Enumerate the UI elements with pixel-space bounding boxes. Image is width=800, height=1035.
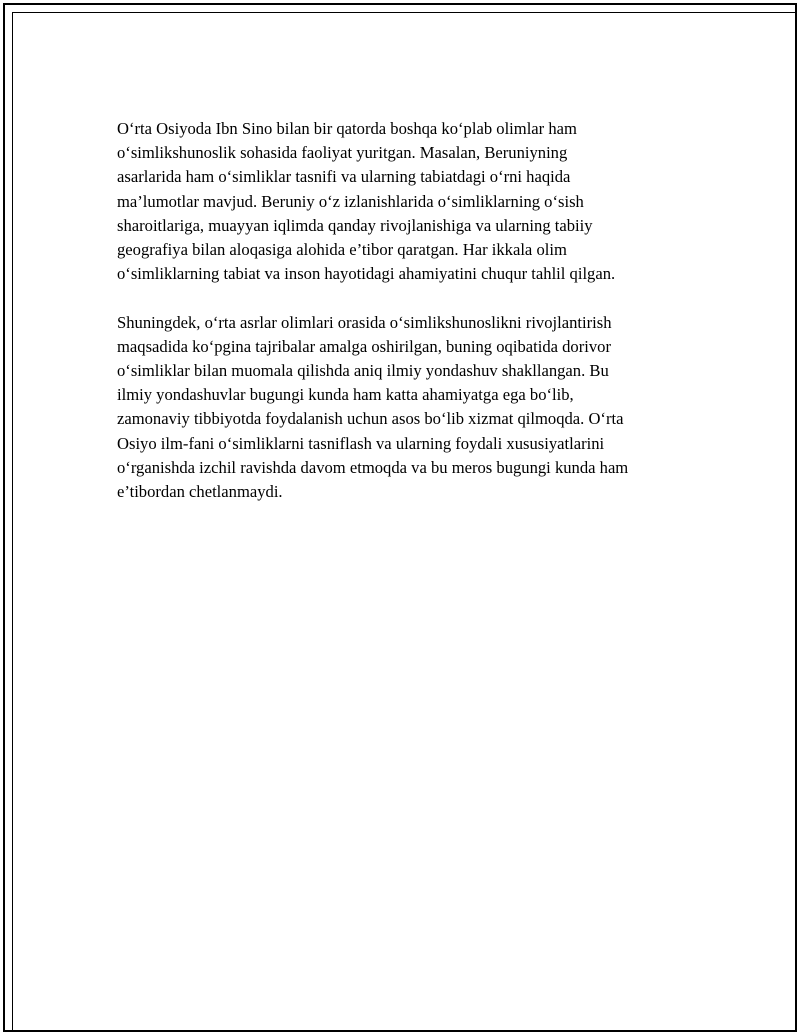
text-line: o‘simliklar bilan muomala qilishda aniq ilmiy yondashuv shakllangan. Bu [117, 361, 609, 381]
text-line: Shuningdek, o‘rta asrlar olimlari orasida o‘simlikshunoslikni rivojlantirish [117, 312, 612, 332]
text-line: zamonaviy tibbiyotda foydalanish uchun asos bo‘lib xizmat qilmoqda. O‘rta [117, 409, 624, 429]
text-line: maqsadida ko‘pgina tajribalar amalga oshirilgan, buning oqibatida dorivor [117, 336, 611, 356]
paragraph-2 [117, 311, 702, 505]
text-line: ilmiy yondashuvlar bugungi kunda ham katta ahamiyatga ega bo‘lib, [117, 385, 574, 405]
document-body [117, 117, 702, 504]
paragraph-1 [117, 117, 702, 286]
text-line: o‘rganishda izchil ravishda davom etmoqda va bu meros bugungi kunda ham [117, 457, 629, 477]
text-line: o‘simliklarning tabiat va inson hayotidagi ahamiyatini chuqur tahlil qilgan. [117, 264, 616, 284]
text-line: asarlarida ham o‘simliklar tasnifi va ularning tabiatdagi o‘rni haqida [117, 167, 571, 187]
text-line: O‘rta Osiyoda Ibn Sino bilan bir qatorda boshqa ko‘plab olimlar ham [117, 119, 577, 138]
text-line: Osiyo ilm-fani o‘simliklarni tasniflash va ularning foydali xususiyatlarini [117, 433, 605, 453]
text-line: o‘simlikshunoslik sohasida faoliyat yuritgan. Masalan, Beruniyning [117, 143, 568, 163]
text-line: ma’lumotlar mavjud. Beruniy o‘z izlanishlarida o‘simliklarning o‘sish [117, 191, 584, 211]
text-line: e’tibordan chetlanmaydi. [117, 482, 283, 502]
text-line: sharoitlariga, muayyan iqlimda qanday rivojlanishiga va ularning tabiiy [117, 215, 593, 235]
text-line: geografiya bilan aloqasiga alohida e’tibor qaratgan. Har ikkala olim [117, 240, 567, 260]
